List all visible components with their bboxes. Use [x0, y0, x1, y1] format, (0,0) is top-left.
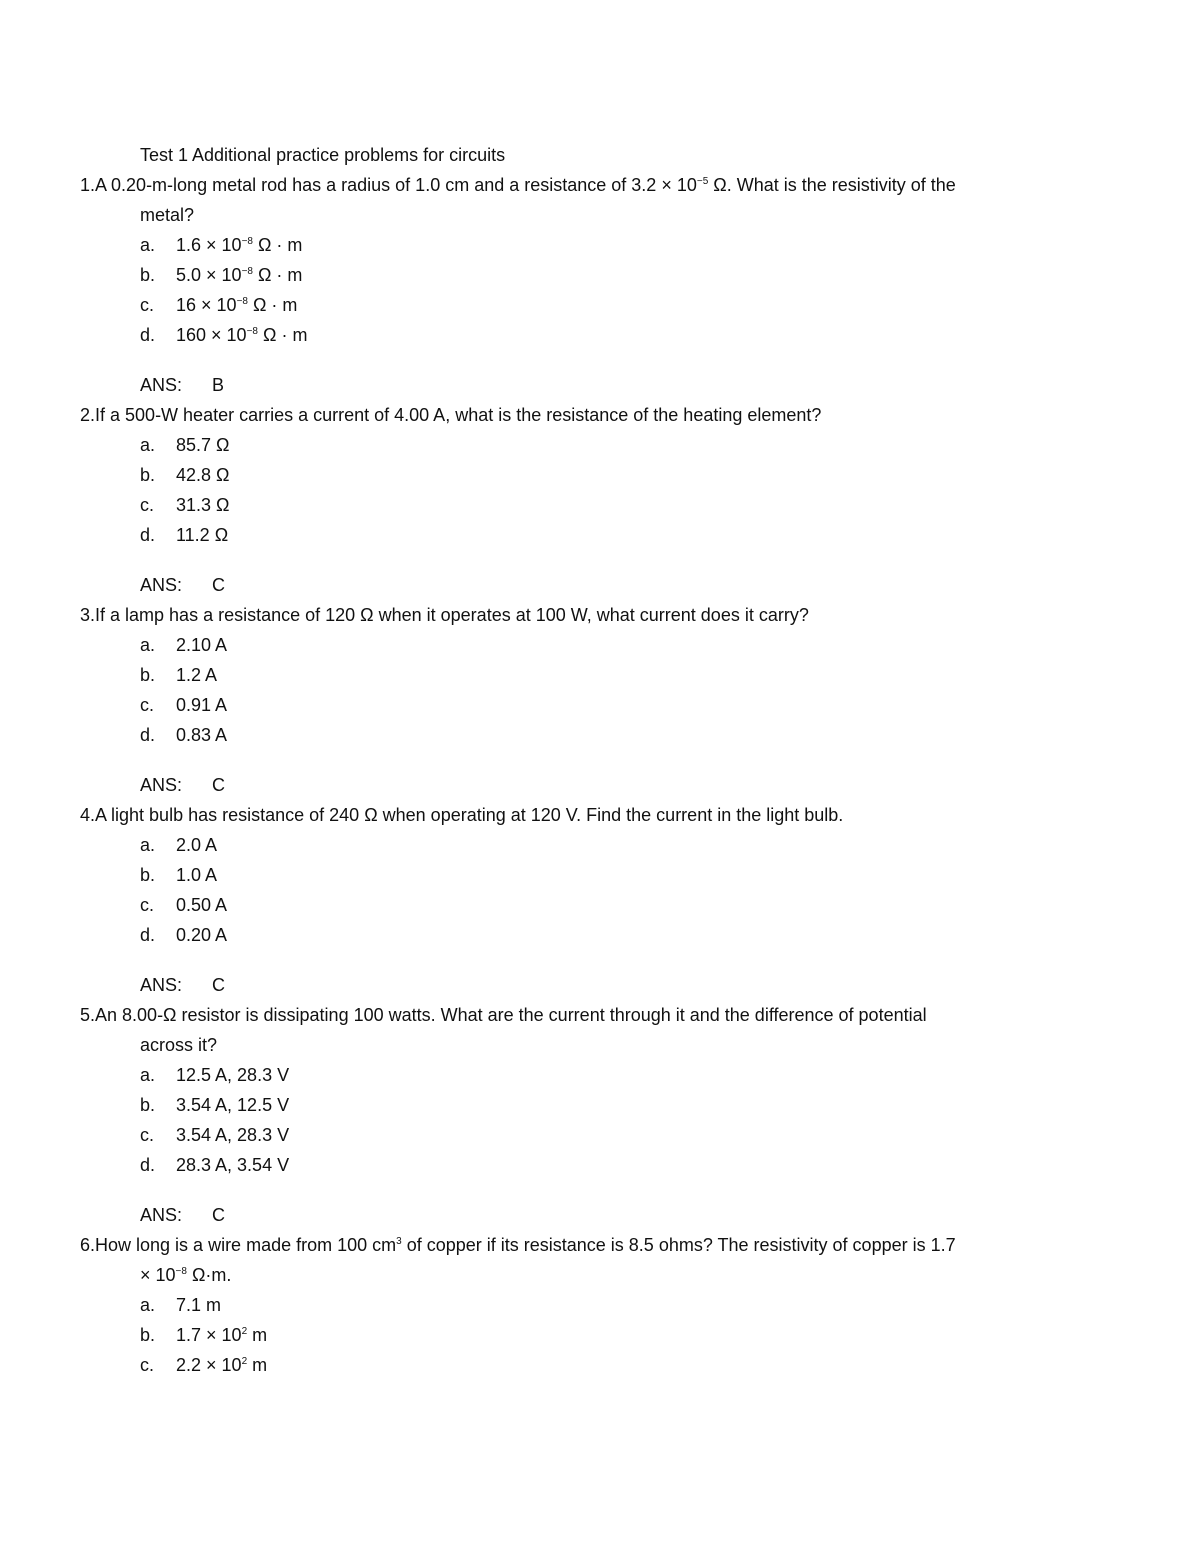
- option-text: 2.0 A: [176, 835, 218, 855]
- question-number: 2.: [80, 405, 96, 425]
- option-text: 0.83 A: [176, 725, 228, 745]
- option-text: 3.54 A, 28.3 V: [176, 1125, 290, 1145]
- question-text: If a lamp has a resistance of 120 Ω when it operates at 100 W, what current does it carry?: [95, 605, 809, 625]
- option-letter: c.: [140, 1355, 155, 1375]
- option-letter: a.: [140, 1295, 156, 1315]
- question-6-continuation: × $10^{-8}$ Ω·m.: [140, 1265, 232, 1285]
- answer-option: [140, 293, 297, 317]
- question-number: 5.: [80, 1005, 96, 1025]
- answer-option: [140, 463, 230, 487]
- question-1-stem: [80, 173, 956, 197]
- question-number: 3.: [80, 605, 96, 625]
- option-letter: d.: [140, 725, 156, 745]
- option-letter: c.: [140, 495, 155, 515]
- option-text: 7.1 m: [176, 1295, 222, 1315]
- answer-label: ANS:: [140, 775, 183, 795]
- option-letter: a.: [140, 235, 156, 255]
- question-1-continuation: metal?: [140, 205, 195, 225]
- option-text: 3.54 A, 12.5 V: [176, 1095, 290, 1115]
- answer-value: C: [212, 1205, 225, 1225]
- option-text: 12.5 A, 28.3 V: [176, 1065, 290, 1085]
- answer-option: [140, 263, 302, 287]
- answer-key: [140, 573, 225, 597]
- answer-label: ANS:: [140, 1205, 183, 1225]
- option-letter: d.: [140, 925, 156, 945]
- answer-value: C: [212, 575, 225, 595]
- answer-option: [140, 493, 230, 517]
- option-text: 11.2 Ω: [176, 525, 229, 545]
- option-text: 0.20 A: [176, 925, 228, 945]
- answer-option: [140, 693, 227, 717]
- answer-option: [140, 323, 307, 347]
- question-number: 4.: [80, 805, 96, 825]
- option-text: $1.7 \times 10^2$ m: [176, 1325, 268, 1345]
- answer-option: [140, 893, 227, 917]
- option-letter: c.: [140, 1125, 155, 1145]
- answer-option: [140, 633, 227, 657]
- option-letter: a.: [140, 1065, 156, 1085]
- option-letter: a.: [140, 635, 156, 655]
- option-letter: d.: [140, 1155, 156, 1175]
- option-text: 0.50 A: [176, 895, 228, 915]
- option-text: $160 \times 10^{-8}$ Ω · m: [176, 325, 308, 345]
- option-letter: d.: [140, 525, 156, 545]
- question-text: An 8.00-Ω resistor is dissipating 100 watts. What are the current through it and the difference of potential: [95, 1005, 927, 1025]
- answer-option: [140, 723, 227, 747]
- answer-label: ANS:: [140, 375, 183, 395]
- option-text: $2.2 \times 10^2$ m: [176, 1355, 268, 1375]
- option-letter: b.: [140, 465, 156, 485]
- answer-option: [140, 1093, 289, 1117]
- option-letter: a.: [140, 835, 156, 855]
- question-4-stem: [80, 803, 843, 827]
- answer-option: [140, 923, 227, 947]
- option-letter: c.: [140, 895, 155, 915]
- question-number: 6.: [80, 1235, 96, 1255]
- answer-option: [140, 1123, 289, 1147]
- question-text: If a 500-W heater carries a current of 4.00 A, what is the resistance of the heating element?: [95, 405, 822, 425]
- option-text: $16 \times 10^{-8}$ Ω · m: [176, 295, 298, 315]
- answer-label: ANS:: [140, 575, 183, 595]
- answer-option: [140, 1353, 267, 1377]
- option-text: 0.91 A: [176, 695, 228, 715]
- option-letter: a.: [140, 435, 156, 455]
- answer-key: [140, 973, 225, 997]
- question-text: A light bulb has resistance of 240 Ω when operating at 120 V. Find the current in the light bulb.: [95, 805, 844, 825]
- option-text: 85.7 Ω: [176, 435, 230, 455]
- question-5-continuation: across it?: [140, 1035, 218, 1055]
- option-letter: b.: [140, 865, 156, 885]
- answer-key: [140, 1203, 225, 1227]
- option-text: 31.3 Ω: [176, 495, 230, 515]
- question-5-stem: [80, 1003, 927, 1027]
- option-text: 2.10 A: [176, 635, 228, 655]
- answer-option: [140, 1153, 289, 1177]
- answer-key: [140, 373, 224, 397]
- document-title: Test 1 Additional practice problems for circuits: [140, 145, 506, 165]
- option-text: 1.0 A: [176, 865, 218, 885]
- option-text: 42.8 Ω: [176, 465, 230, 485]
- option-letter: c.: [140, 295, 155, 315]
- answer-option: [140, 863, 217, 887]
- question-3-stem: [80, 603, 809, 627]
- answer-value: C: [212, 775, 225, 795]
- option-letter: b.: [140, 665, 156, 685]
- answer-option: [140, 433, 230, 457]
- option-text: $1.6 \times 10^{-8}$ Ω · m: [176, 235, 303, 255]
- option-text: 28.3 A, 3.54 V: [176, 1155, 290, 1175]
- question-text: How long is a wire made from 100 $cm^3$ of copper if its resistance is 8.5 ohms? The resistivity of copper is 1.7: [95, 1235, 956, 1255]
- answer-option: [140, 1063, 289, 1087]
- option-letter: b.: [140, 1095, 156, 1115]
- answer-option: [140, 663, 217, 687]
- answer-value: C: [212, 975, 225, 995]
- answer-label: ANS:: [140, 975, 183, 995]
- option-text: $5.0 \times 10^{-8}$ Ω · m: [176, 265, 303, 285]
- option-letter: c.: [140, 695, 155, 715]
- answer-option: [140, 523, 228, 547]
- option-letter: d.: [140, 325, 156, 345]
- answer-value: B: [212, 375, 225, 395]
- question-text: A 0.20-m-long metal rod has a radius of 1.0 cm and a resistance of $3.2 \times 10^{-5}$ Ω. What is the resistivity of the: [95, 175, 956, 195]
- option-letter: b.: [140, 265, 156, 285]
- option-text: 1.2 A: [176, 665, 218, 685]
- question-number: 1.: [80, 175, 96, 195]
- question-6-stem: [80, 1233, 956, 1257]
- question-2-stem: [80, 403, 821, 427]
- answer-key: [140, 773, 225, 797]
- option-letter: b.: [140, 1325, 156, 1345]
- answer-option: [140, 1323, 267, 1347]
- answer-option: [140, 1293, 221, 1317]
- answer-option: [140, 233, 302, 257]
- answer-option: [140, 833, 217, 857]
